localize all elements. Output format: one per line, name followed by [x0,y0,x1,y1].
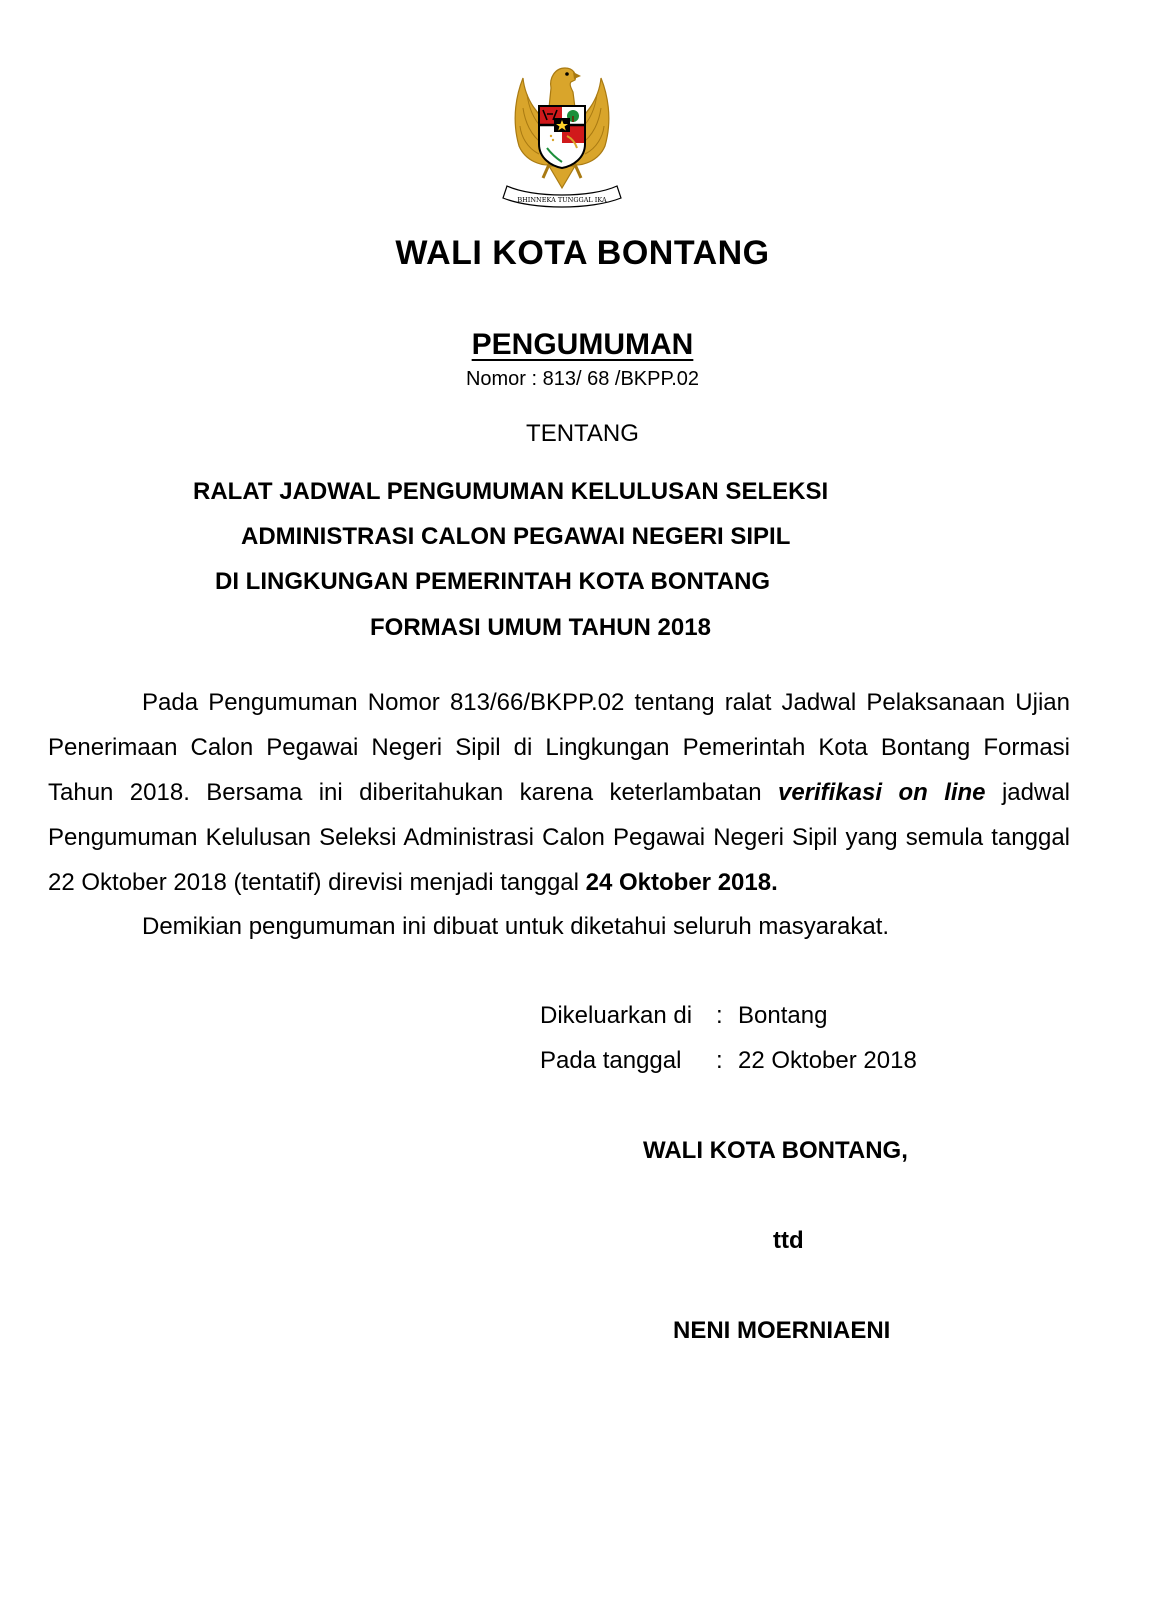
shield [539,106,585,168]
signature-ttd: ttd [773,1227,804,1254]
closing-sentence: Demikian pengumuman ini dibuat untuk diketahui seluruh masyarakat. [142,913,890,940]
garuda-body [549,68,576,108]
issued-place-colon: : [716,1002,723,1029]
signatory-position: WALI KOTA BONTANG, [643,1137,908,1164]
revised-date: 24 Oktober 2018. [585,869,778,896]
issued-place-value: Bontang [738,1002,828,1029]
issued-place-label: Dikeluarkan di [540,1002,693,1029]
garuda-beak [573,72,581,79]
issued-date-value: 22 Oktober 2018 [738,1047,917,1074]
body-text-part1: Pada Pengumuman Nomor 813/66/BKPP.02 tentang ralat Jadwal Pelaksanaan Ujian Penerimaan Calon Pegawai Negeri Sipil di Lingkungan Pemerintah Kota Bontang Formasi Tahun 2018. Bersama ini diberitahukan karena keterlambatan [48,689,1070,806]
tentang-label: TENTANG [526,420,639,447]
signatory-name: NENI MOERNIAENI [673,1317,891,1344]
body-text-part2: jadwal Pengumuman Kelulusan Seleksi Administrasi Calon Pegawai Negeri Sipil yang semula tanggal 22 Oktober 2018 (tentatif) direvisi menjadi tanggal [48,779,1070,896]
document-number: Nomor : 813/ 68 /BKPP.02 [465,368,700,390]
issued-date-label: Pada tanggal [540,1047,682,1074]
garuda-tail [549,166,575,188]
announcement-heading: PENGUMUMAN [471,328,694,361]
body-paragraph [48,680,1070,905]
subject-line-2: ADMINISTRASI CALON PEGAWAI NEGERI SIPIL [241,523,791,550]
subject-line-3: DI LINGKUNGAN PEMERINTAH KOTA BONTANG [215,568,771,595]
subject-line-1: RALAT JADWAL PENGUMUMAN KELULUSAN SELEKSI [193,478,829,505]
document-title: WALI KOTA BONTANG [395,234,770,272]
issued-date-colon: : [716,1047,723,1074]
garuda-pancasila-emblem [487,48,637,213]
subject-line-4: FORMASI UMUM TAHUN 2018 [370,614,711,641]
motto-text: BHINNEKA TUNGGAL IKA [517,196,607,204]
body-emphasis: verifikasi on line [777,779,986,806]
